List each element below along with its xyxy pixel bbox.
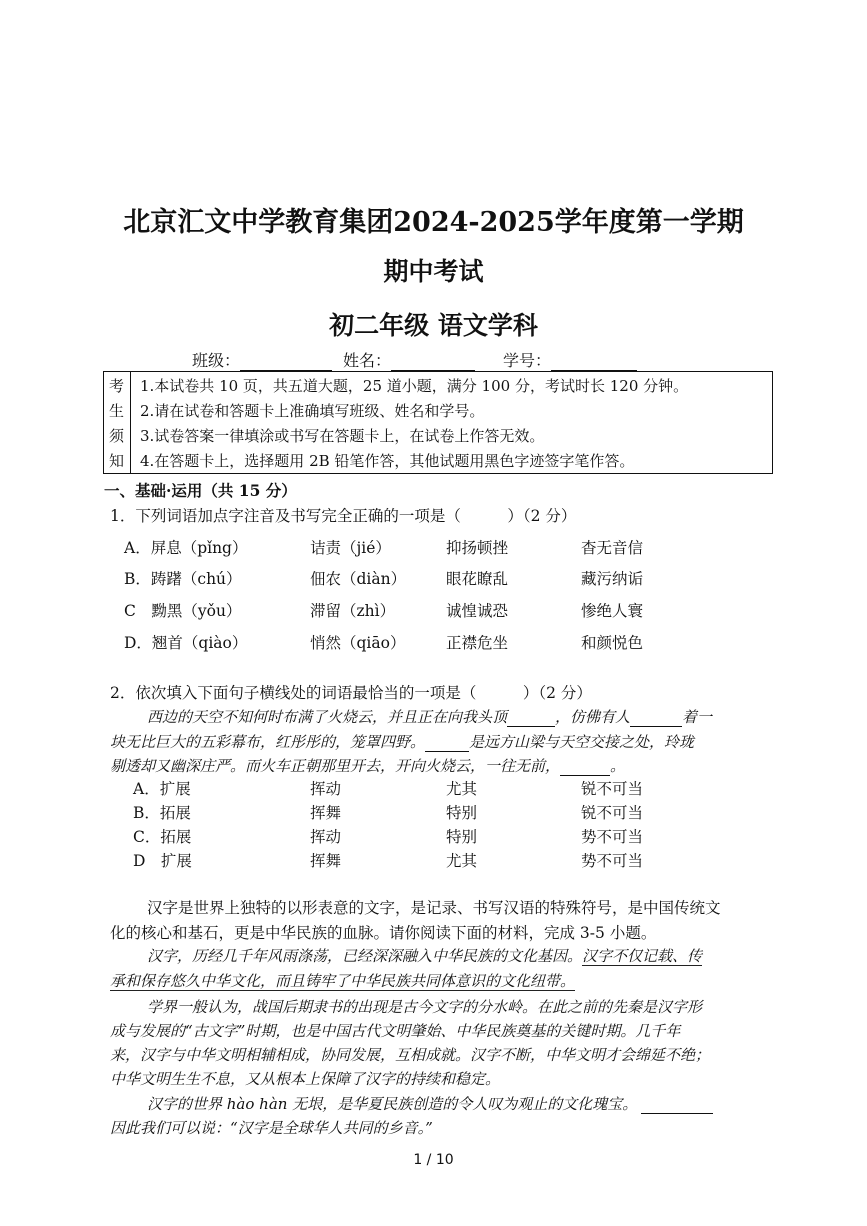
- q2-option-a-word3: 尤其: [446, 780, 478, 798]
- material-p1-line-2: [110, 970, 575, 991]
- q1-option-b-label: B．踌躇（chú）: [124, 570, 242, 588]
- notice-side-char: 生: [109, 402, 125, 420]
- q1-option-d-word2: 悄然（qiāo）: [310, 634, 406, 652]
- id-label: 学号：: [503, 351, 552, 370]
- q2-option-b-word2: 挥舞: [310, 804, 342, 822]
- material-blank[interactable]: [641, 1099, 713, 1114]
- underlined-sentence: 承和保存悠久中华文化，而且铸牢了中华民族共同体意识的文化纽带。: [110, 972, 576, 990]
- material-p2-line-4: 中华文明生生不息，又从根本上保障了汉字的持续和稳定。: [110, 1070, 501, 1088]
- q2-text: 块无比巨大的五彩幕布，红彤彤的，笼罩四野。: [110, 733, 426, 751]
- exam-notice-box: [103, 371, 773, 474]
- notice-line: 2.请在试卷和答题卡上准确填写班级、姓名和学号。: [140, 402, 485, 420]
- section-heading: 一、基础·运用（共 15 分）: [104, 481, 297, 500]
- q1-option-c-label: C 黝黑（yǒu）: [124, 602, 242, 620]
- q2-blank-4[interactable]: [560, 761, 610, 776]
- q2-blank-2[interactable]: [630, 712, 682, 727]
- q2-option-a-label: A．扩展: [133, 780, 191, 798]
- q2-text: 西边的天空不知何时布满了火烧云，并且正在向我头顶: [147, 708, 508, 726]
- q2-option-b-word4: 锐不可当: [581, 804, 644, 822]
- notice-line: 3.试卷答案一律填涂或书写在答题卡上，在试卷上作答无效。: [140, 427, 545, 445]
- material-intro-line-2: 化的核心和基石，更是中华民族的血脉。请你阅读下面的材料，完成 3-5 小题。: [110, 924, 657, 942]
- material-intro-line-1: 汉字是世界上独特的以形表意的文字，是记录、书写汉语的特殊符号，是中国传统文: [147, 899, 721, 917]
- material-p1-line-1: [147, 945, 702, 966]
- q1-option-d-word4: 和颜悦色: [581, 634, 644, 652]
- material-p2-line-1: 学界一般认为，战国后期隶书的出现是古今文字的分水岭。在此之前的先秦是汉字形: [147, 998, 703, 1016]
- notice-line: 1.本试卷共 10 页，共五道大题，25 道小题，满分 100 分，考试时长 120 分钟。: [140, 377, 689, 395]
- material-text: 汉字的世界 hào hàn 无垠，是华夏民族创造的令人叹为观止的文化瑰宝。: [147, 1095, 638, 1113]
- material-p3-line-1: [147, 1093, 713, 1114]
- q2-option-b-label: B．拓展: [133, 804, 191, 822]
- name-blank[interactable]: [391, 354, 475, 371]
- q1-option-d-word3: 正襟危坐: [446, 634, 509, 652]
- material-p3-line-2: 因此我们可以说：“汉字是全球华人共同的乡音。”: [110, 1119, 433, 1137]
- name-field: [343, 348, 475, 371]
- exam-subtitle: 期中考试: [383, 257, 484, 286]
- q2-option-c-label: C．拓展: [133, 828, 192, 846]
- grade-subject: 初二年级 语文学科: [329, 311, 538, 340]
- q2-passage-line-2: [110, 731, 694, 752]
- class-field: [192, 348, 332, 371]
- material-p2-line-2: 成与发展的“古文字”时期，也是中国古代文明肇始、中华民族奠基的关键时期。几千年: [110, 1022, 681, 1040]
- q1-option-c-word3: 诚惶诚恐: [446, 602, 509, 620]
- q1-option-b-word4: 藏污纳诟: [581, 570, 644, 588]
- q2-option-d-word4: 势不可当: [581, 852, 644, 870]
- q2-text: ，仿佛有人: [555, 708, 631, 726]
- material-p2-line-3: 来，汉字与中华文明相辅相成，协同发展，互相成就。汉字不断，中华文明才会绵延不绝；: [110, 1046, 711, 1064]
- name-label: 姓名：: [343, 351, 392, 370]
- q1-option-a-word4: 杳无音信: [581, 539, 644, 557]
- question-2-stem: 2．依次填入下面句子横线处的词语最恰当的一项是（ ）（2 分）: [110, 684, 592, 702]
- q1-option-b-word2: 佃农（diàn）: [310, 570, 407, 588]
- q2-option-d-label: D 扩展: [133, 852, 192, 870]
- q2-passage-line-1: [147, 706, 712, 727]
- q2-text: 。: [610, 757, 626, 775]
- q1-option-a-word2: 诘责（jié）: [310, 539, 391, 557]
- q2-blank-1[interactable]: [507, 712, 555, 727]
- id-field: [503, 348, 637, 371]
- notice-side-char: 须: [109, 427, 125, 445]
- class-blank[interactable]: [240, 354, 332, 371]
- q1-option-d-label: D．翘首（qiào）: [124, 634, 248, 652]
- q1-option-c-word2: 滞留（zhì）: [310, 602, 396, 620]
- q1-option-c-word4: 惨绝人寰: [581, 602, 644, 620]
- id-blank[interactable]: [551, 354, 637, 371]
- q1-option-a-word3: 抑扬顿挫: [446, 539, 509, 557]
- q2-option-a-word2: 挥动: [310, 780, 342, 798]
- exam-title: 北京汇文中学教育集团2024-2025学年度第一学期: [123, 207, 744, 238]
- q2-text: 剔透却又幽深庄严。而火车正朝那里开去，开向火烧云，一往无前，: [110, 757, 561, 775]
- notice-side-label: [104, 372, 131, 473]
- q2-option-c-word4: 势不可当: [581, 828, 644, 846]
- notice-side-char: 考: [109, 377, 125, 395]
- q2-text: 是远方山梁与天空交接之处，玲珑: [469, 733, 695, 751]
- q2-option-c-word2: 挥动: [310, 828, 342, 846]
- q1-option-b-word3: 眼花瞭乱: [446, 570, 509, 588]
- q2-option-c-word3: 特别: [446, 828, 478, 846]
- notice-line: 4.在答题卡上，选择题用 2B 铅笔作答，其他试题用黑色字迹签字笔作答。: [140, 452, 635, 470]
- q2-blank-3[interactable]: [425, 737, 469, 752]
- q2-option-a-word4: 锐不可当: [581, 780, 644, 798]
- q2-option-d-word3: 尤其: [446, 852, 478, 870]
- underlined-sentence: 汉字不仅记载、传: [582, 947, 703, 965]
- q2-text: 着一: [682, 708, 713, 726]
- question-1-stem: 1．下列词语加点字注音及书写完全正确的一项是（ ）（2 分）: [110, 507, 577, 525]
- q2-option-b-word3: 特别: [446, 804, 478, 822]
- q1-option-a-label: A．屏息（pǐng）: [124, 539, 248, 557]
- material-text: 汉字，历经几千年风雨涤荡，已经深深融入中华民族的文化基因。: [147, 947, 583, 965]
- notice-side-char: 知: [109, 452, 125, 470]
- q2-option-d-word2: 挥舞: [310, 852, 342, 870]
- page-number: 1 / 10: [413, 1152, 454, 1168]
- class-label: 班级：: [192, 351, 241, 370]
- q2-passage-line-3: [110, 755, 625, 776]
